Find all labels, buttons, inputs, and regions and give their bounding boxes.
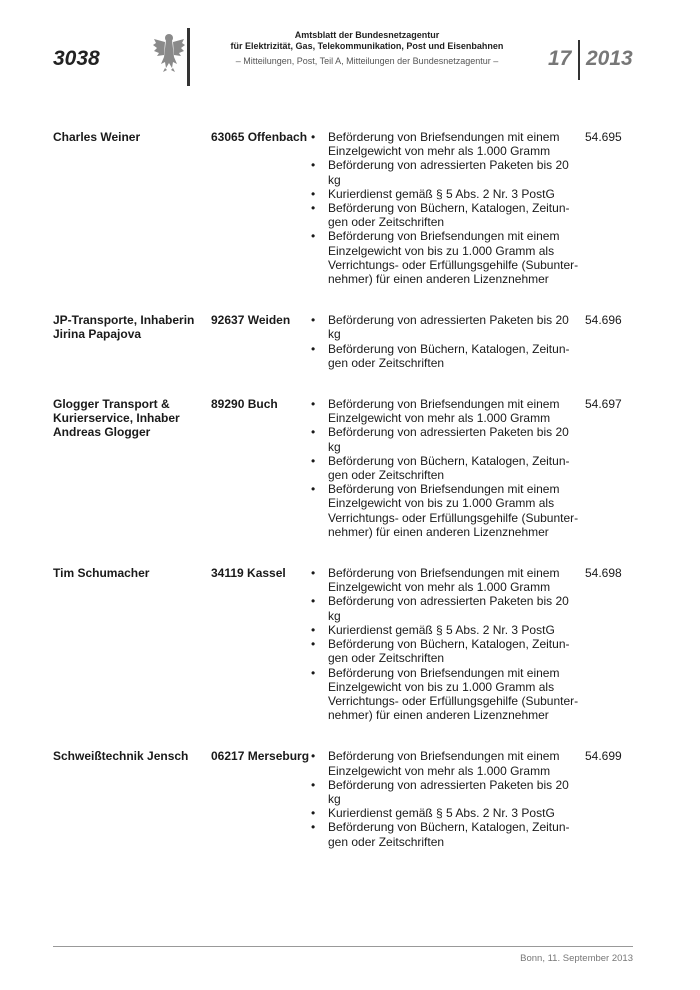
service-item: • Beförderung von Briefsendungen mit einem Einzelgewicht von mehr als 1.000 Gramm <box>310 397 580 425</box>
licensee-name: Glogger Transport & Kurierservice, Inhaber Andreas Glogger <box>53 397 180 440</box>
registration-number: 54.695 <box>585 130 622 144</box>
licensee-name: Schweißtechnik Jensch <box>53 749 189 764</box>
licensee-location: 63065 Offenbach <box>211 130 308 144</box>
registration-number: 54.698 <box>585 566 622 581</box>
service-item: • Kurierdienst gemäß § 5 Abs. 2 Nr. 3 PostG <box>310 187 580 201</box>
federal-eagle-icon <box>152 31 186 73</box>
journal-subtitle: – Mitteilungen, Post, Teil A, Mitteilungen der Bundesnetzagentur – <box>235 56 499 66</box>
issue-number: 17 <box>548 47 572 70</box>
service-item: • Beförderung von Büchern, Katalogen, Zeitun-gen oder Zeitschriften <box>310 201 580 229</box>
service-item: • Beförderung von Büchern, Katalogen, Zeitun-gen oder Zeitschriften <box>310 342 580 370</box>
service-list <box>310 313 580 370</box>
service-list <box>310 130 580 286</box>
issue-year: 2013 <box>586 47 633 70</box>
service-item: • Kurierdienst gemäß § 5 Abs. 2 Nr. 3 PostG <box>310 806 580 820</box>
service-item: • Beförderung von adressierten Paketen bis 20 kg <box>310 425 580 453</box>
service-item: • Beförderung von Büchern, Katalogen, Zeitun-gen oder Zeitschriften <box>310 820 580 848</box>
registration-number: 54.697 <box>585 397 622 412</box>
license-entry <box>0 397 700 539</box>
service-list <box>310 566 580 722</box>
service-item: • Beförderung von Briefsendungen mit einem Einzelgewicht von bis zu 1.000 Gramm als Verrichtungs- oder Erfüllungsgehilfe (Subunter-nehmer) für einen anderen Lizenznehmer <box>310 482 580 539</box>
license-entry <box>0 749 700 848</box>
service-list <box>310 749 580 848</box>
page-number: 3038 <box>53 47 100 70</box>
service-item: • Beförderung von adressierten Paketen bis 20 kg <box>310 778 580 806</box>
registration-number: 54.699 <box>585 749 622 764</box>
registration-number: 54.696 <box>585 313 622 328</box>
service-item: • Beförderung von adressierten Paketen bis 20 kg <box>310 158 580 186</box>
service-item: • Beförderung von Briefsendungen mit einem Einzelgewicht von mehr als 1.000 Gramm <box>310 749 580 777</box>
footer-divider <box>53 946 633 947</box>
license-entry <box>0 313 700 370</box>
licensee-name: JP-Transporte, Inhaberin Jirina Papajova <box>53 313 195 342</box>
licensee-location: 89290 Buch <box>211 397 278 412</box>
licensee-location: 34119 Kassel <box>211 566 286 581</box>
license-list <box>0 130 700 876</box>
service-item: • Beförderung von adressierten Paketen bis 20 kg <box>310 594 580 622</box>
service-item: • Beförderung von Büchern, Katalogen, Zeitun-gen oder Zeitschriften <box>310 637 580 665</box>
service-item: • Beförderung von adressierten Paketen bis 20 kg <box>310 313 580 341</box>
issue-divider <box>578 40 580 80</box>
service-item: • Beförderung von Briefsendungen mit einem Einzelgewicht von bis zu 1.000 Gramm als Verrichtungs- oder Erfüllungsgehilfe (Subunter-nehmer) für einen anderen Lizenznehmer <box>310 666 580 723</box>
service-item: • Beförderung von Briefsendungen mit einem Einzelgewicht von bis zu 1.000 Gramm als Verrichtungs- oder Erfüllungsgehilfe (Subunter-nehmer) für einen anderen Lizenznehmer <box>310 229 580 286</box>
journal-title-line1: Amtsblatt der Bundesnetzagentur <box>294 30 440 40</box>
journal-header <box>212 30 522 66</box>
service-item: • Kurierdienst gemäß § 5 Abs. 2 Nr. 3 PostG <box>310 623 580 637</box>
service-item: • Beförderung von Briefsendungen mit einem Einzelgewicht von mehr als 1.000 Gramm <box>310 566 580 594</box>
service-list <box>310 397 580 539</box>
licensee-name: Charles Weiner <box>53 130 141 144</box>
footer-place-date: Bonn, 11. September 2013 <box>520 953 633 964</box>
licensee-name: Tim Schumacher <box>53 566 150 581</box>
journal-title-line2: für Elektrizität, Gas, Telekommunikation, Post und Eisenbahnen <box>230 41 504 51</box>
service-item: • Beförderung von Büchern, Katalogen, Zeitun-gen oder Zeitschriften <box>310 454 580 482</box>
licensee-location: 92637 Weiden <box>211 313 291 328</box>
header-divider <box>187 28 190 86</box>
licensee-location: 06217 Merseburg <box>211 749 310 764</box>
license-entry <box>0 130 700 286</box>
license-entry <box>0 566 700 722</box>
service-item: • Beförderung von Briefsendungen mit einem Einzelgewicht von mehr als 1.000 Gramm <box>310 130 580 158</box>
